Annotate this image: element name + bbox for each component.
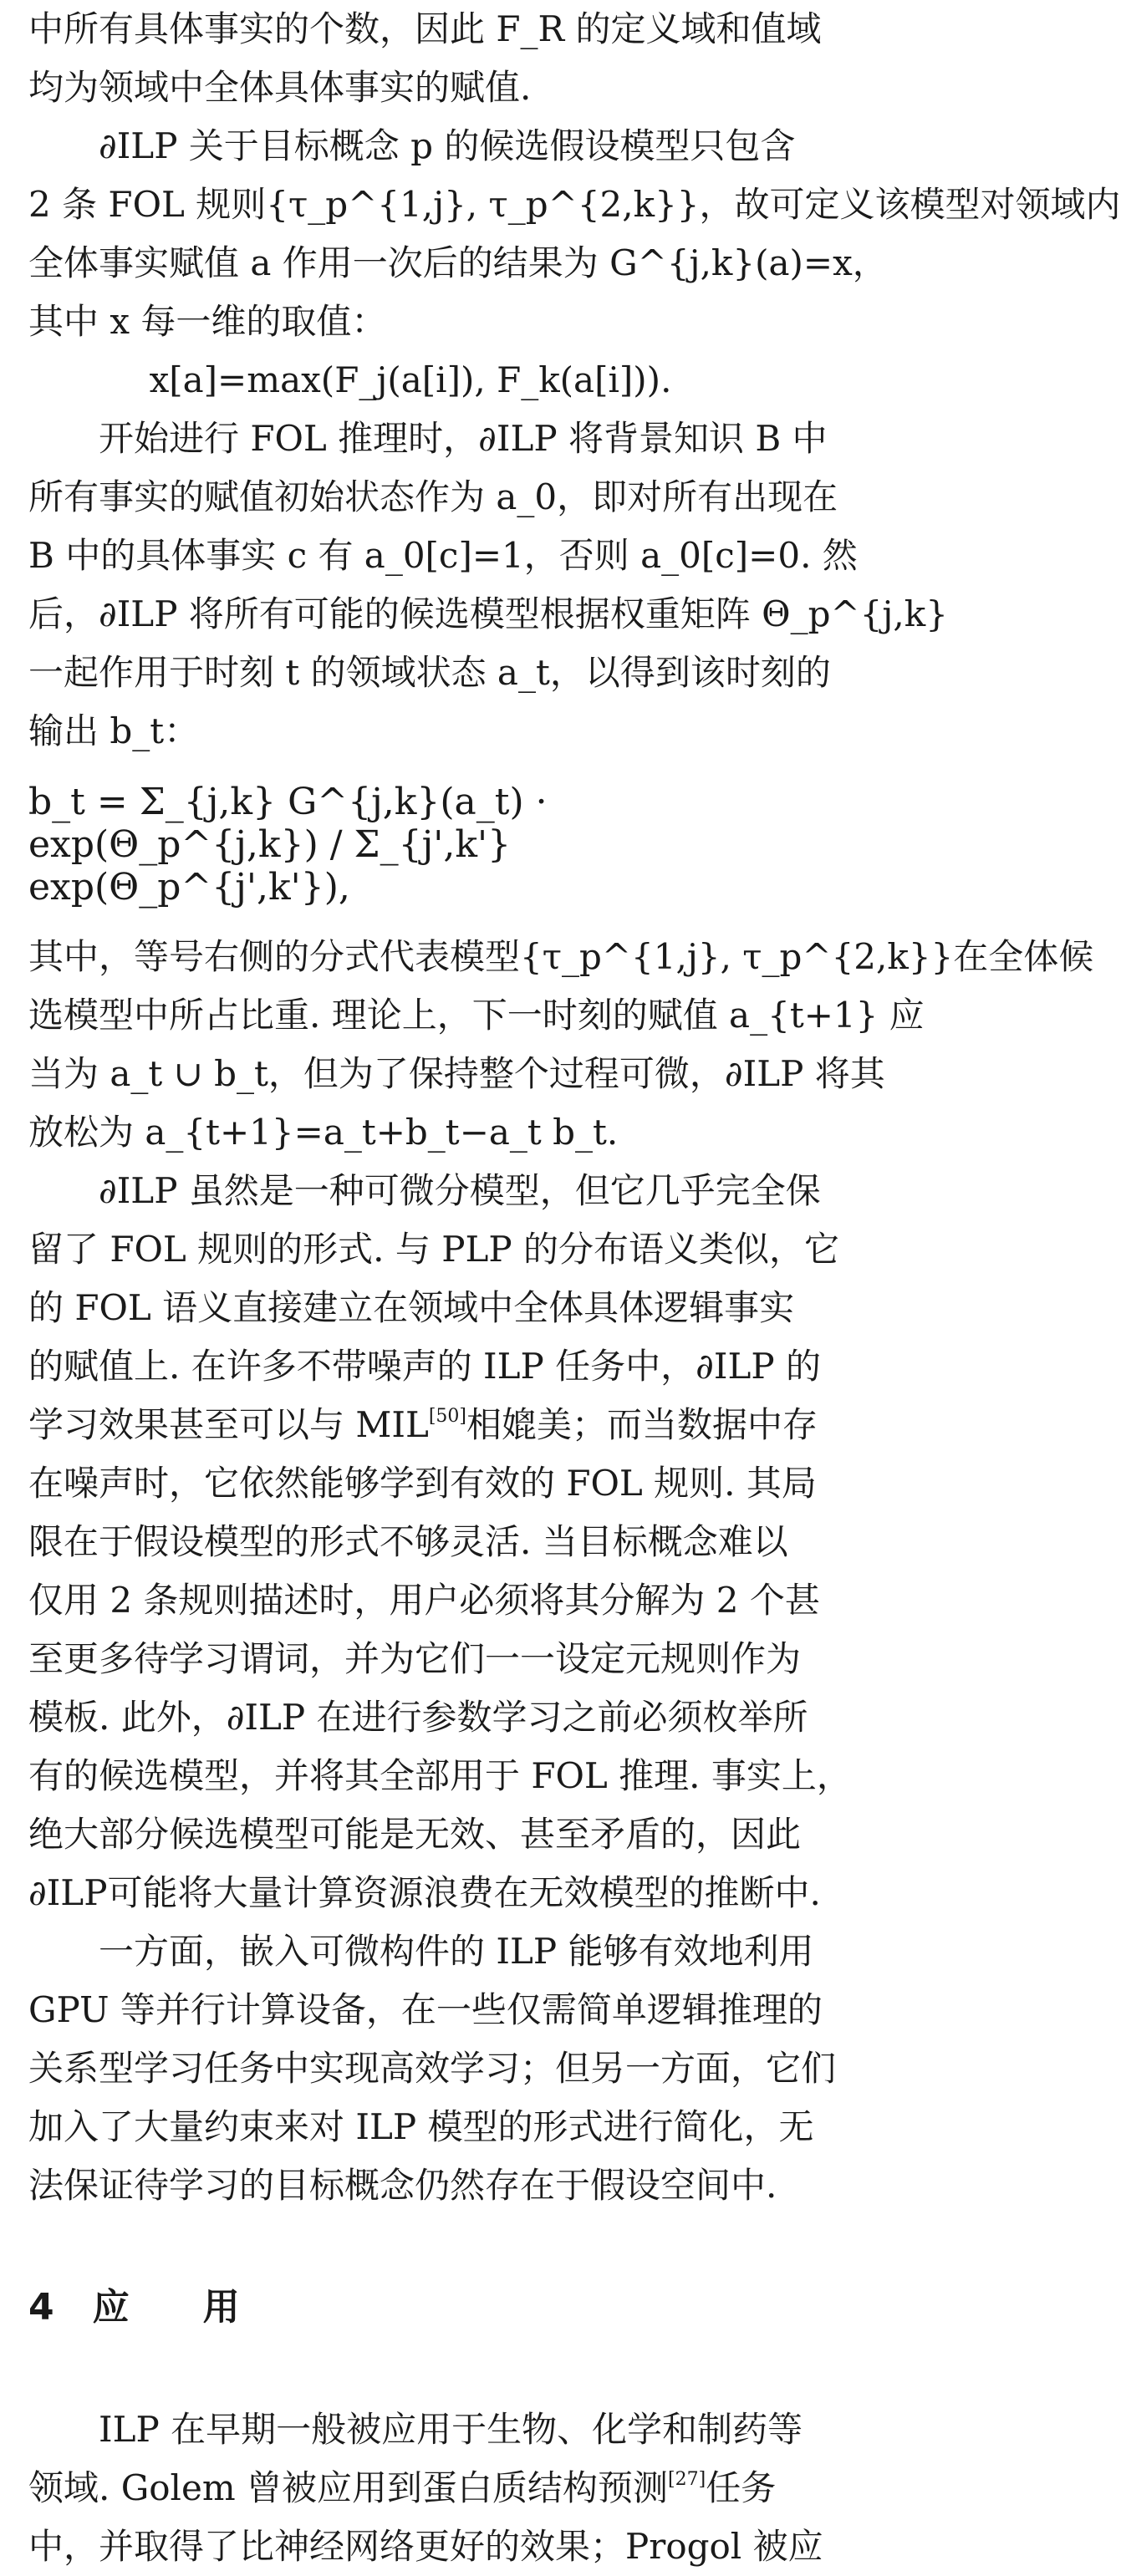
text-line: 一方面，嵌入可微构件的 ILP 能够有效地利用: [99, 1931, 814, 1972]
section-spacer: [28, 2337, 792, 2400]
text-line: 放松为 a_{t+1}=a_t+b_t−a_t b_t.: [28, 1112, 619, 1153]
text-line: 绝大部分候选模型可能是无效、甚至矛盾的，因此: [28, 1814, 802, 1855]
text-line: ∂ILP 关于目标概念 p 的候选假设模型只包含: [99, 125, 796, 166]
text-line: 一起作用于时刻 t 的领域状态 a_t，以得到该时刻的: [28, 652, 831, 693]
text-line: 均为领域中全体具体事实的赋值.: [28, 67, 532, 108]
text-segment: 领域. Golem 曾被应用到蛋白质结构预测: [28, 2467, 669, 2508]
section-heading: [28, 2278, 792, 2337]
text-segment: 相媲美；而当数据中存: [466, 1404, 818, 1445]
text-line: ∂ILP可能将大量计算资源浪费在无效模型的推断中.: [28, 1872, 821, 1913]
citation-ref: [50]: [428, 1406, 467, 1427]
citation-ref: [27]: [668, 2469, 706, 2490]
text-line: 在噪声时，它依然能够学到有效的 FOL 规则. 其局: [28, 1463, 817, 1504]
text-line: 中所有具体事实的个数，因此 F_R 的定义域和值域: [28, 8, 822, 49]
text-line: 的 FOL 语义直接建立在领域中全体具体逻辑事实: [28, 1287, 795, 1328]
text-line: 中，并取得了比神经网络更好的效果；Progol 被应: [28, 2526, 823, 2567]
text-line: 加入了大量约束来对 ILP 模型的形式进行简化，无: [28, 2106, 814, 2147]
equation-max: x[a]=max(F_j(a[i]), F_k(a[i])).: [149, 359, 672, 400]
text-line: [28, 1396, 818, 1454]
section-spacer: [28, 2215, 792, 2278]
text-line: 开始进行 FOL 推理时，∂ILP 将背景知识 B 中: [99, 418, 828, 459]
text-line: 模板. 此外，∂ILP 在进行参数学习之前必须枚举所: [28, 1697, 808, 1738]
text-line: 的赋值上. 在许多不带噪声的 ILP 任务中，∂ILP 的: [28, 1346, 821, 1387]
text-line: ∂ILP 虽然是一种可微分模型，但它几乎完全保: [99, 1170, 821, 1211]
text-line: 所有事实的赋值初始状态作为 a_0，即对所有出现在: [28, 476, 838, 517]
text-line: 关系型学习任务中实现高效学习；但另一方面，它们: [28, 2048, 837, 2089]
text-line: 输出 b_t：: [28, 710, 200, 751]
text-line: B 中的具体事实 c 有 a_0[c]=1，否则 a_0[c]=0. 然: [28, 535, 858, 576]
text-line: ILP 在早期一般被应用于生物、化学和制药等: [99, 2409, 803, 2450]
text-line: 其中，等号右侧的分式代表模型{τ_p^{1,j}, τ_p^{2,k}}在全体候: [28, 936, 1094, 977]
text-segment: 学习效果甚至可以与 MIL: [28, 1404, 429, 1445]
text-line: 限在于假设模型的形式不够灵活. 当目标概念难以: [28, 1521, 788, 1562]
text-line: 有的候选模型，并将其全部用于 FOL 推理. 事实上，: [28, 1755, 852, 1796]
text-line: GPU 等并行计算设备，在一些仅需简单逻辑推理的: [28, 1989, 823, 2030]
text-segment: 任务: [706, 2467, 777, 2508]
text-line: 2 条 FOL 规则{τ_p^{1,j}, τ_p^{2,k}}，故可定义该模型对领域内: [28, 184, 1121, 225]
text-line: 其中 x 每一维的取值：: [28, 301, 387, 342]
text-line: [28, 2459, 792, 2517]
text-line: 仅用 2 条规则描述时，用户必须将其分解为 2 个甚: [28, 1580, 820, 1621]
equation-bt: b_t = Σ_{j,k} G^{j,k}(a_t) · exp(Θ_p^{j,k}) / Σ_{j',k'} exp(Θ_p^{j',k'}),: [28, 780, 548, 909]
text-line: 后，∂ILP 将所有可能的候选模型根据权重矩阵 Θ_p^{j,k}: [28, 593, 948, 634]
section-title: 应 用: [92, 2286, 240, 2329]
text-line: 全体事实赋值 a 作用一次后的结果为 G^{j,k}(a)=x，: [28, 242, 888, 283]
text-line: 选模型中所占比重. 理论上，下一时刻的赋值 a_{t+1} 应: [28, 995, 925, 1036]
section-number: 4: [28, 2286, 54, 2329]
text-line: 留了 FOL 规则的形式. 与 PLP 的分布语义类似，它: [28, 1229, 839, 1270]
text-line: 当为 a_t ∪ b_t，但为了保持整个过程可微，∂ILP 将其: [28, 1053, 885, 1094]
text-line: 至更多待学习谓词，并为它们一一设定元规则作为: [28, 1638, 802, 1679]
text-line: 法保证待学习的目标概念仍然存在于假设空间中.: [28, 2165, 777, 2206]
